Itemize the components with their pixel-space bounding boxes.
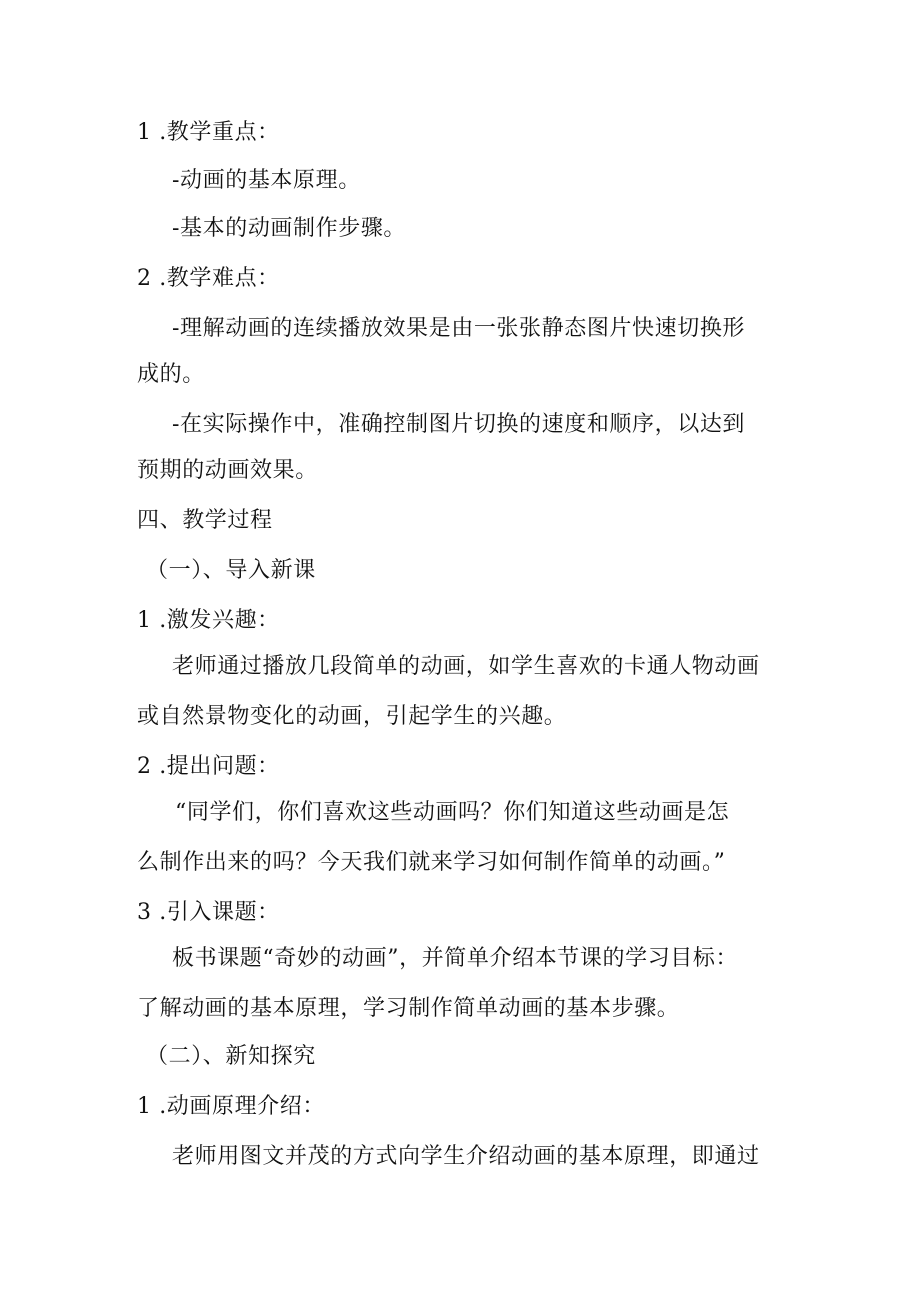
section-teaching-process: 四、教学过程 (137, 508, 273, 533)
heading-teaching-difficulties: 2 .教学难点： (137, 266, 280, 291)
key-point-item-2: -基本的动画制作步骤。 (172, 216, 407, 241)
heading-raise-question: 2 .提出问题： (137, 754, 280, 779)
heading-animation-principle: 1 .动画原理介绍： (137, 1094, 325, 1119)
heading-introduce-topic: 3 .引入课题： (137, 900, 280, 925)
subsection-new-knowledge: （二）、新知探究 (146, 1044, 316, 1069)
paragraph-interest-line-2: 或自然景物变化的动画，引起学生的兴趣。 (137, 704, 567, 729)
paragraph-principle-line-1: 老师用图文并茂的方式向学生介绍动画的基本原理，即通过 (172, 1144, 760, 1169)
difficulty-item-2-line-2: 预期的动画效果。 (137, 458, 318, 483)
key-point-item-1: -动画的基本原理。 (172, 168, 361, 193)
paragraph-topic-line-1: 板书课题“奇妙的动画”，并简单介绍本节课的学习目标： (172, 946, 739, 971)
paragraph-interest-line-1: 老师通过播放几段简单的动画，如学生喜欢的卡通人物动画 (172, 654, 760, 679)
heading-stimulate-interest: 1 .激发兴趣： (137, 608, 280, 633)
heading-teaching-key-points: 1 .教学重点： (137, 120, 280, 145)
paragraph-topic-line-2: 了解动画的基本原理，学习制作简单动画的基本步骤。 (137, 996, 680, 1021)
difficulty-item-2-line-1: -在实际操作中，准确控制图片切换的速度和顺序，以达到 (172, 412, 746, 437)
paragraph-question-line-1: “同学们，你们喜欢这些动画吗？你们知道这些动画是怎 (175, 800, 730, 825)
difficulty-item-1-line-2: 成的。 (137, 362, 205, 387)
paragraph-question-line-2: 么制作出来的吗？今天我们就来学习如何制作简单的动画。” (137, 850, 726, 875)
subsection-introduction: （一）、导入新课 (146, 558, 316, 583)
difficulty-item-1-line-1: -理解动画的连续播放效果是由一张张静态图片快速切换形 (172, 316, 746, 341)
